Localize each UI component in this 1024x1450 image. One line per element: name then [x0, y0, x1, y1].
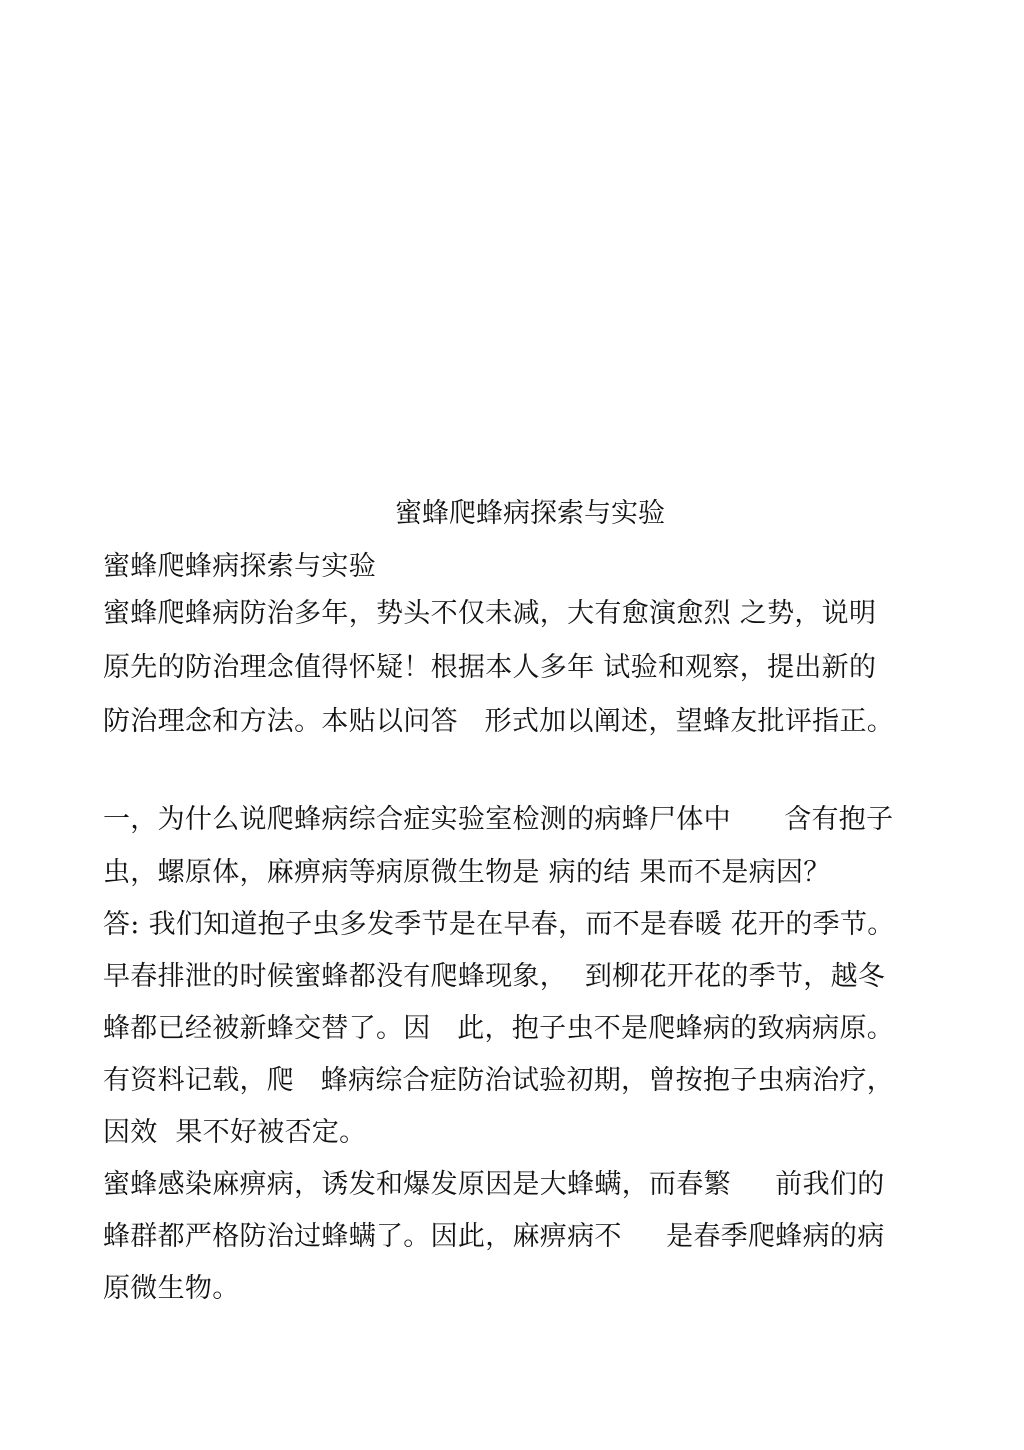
paragraph-gap — [103, 749, 933, 793]
answer-line-1: 答: 我们知道抱子虫多发季节是在早春，而不是春暖 花开的季节。 — [103, 909, 895, 940]
intro-line-1: 蜜蜂爬蜂病防治多年，势头不仅未减，大有愈演愈烈 之势，说明 — [103, 598, 877, 629]
answer-line-7: 蜂群都严格防治过蜂螨了。因此，麻痹病不 是春季爬蜂病的病 — [103, 1221, 885, 1252]
answer-line-2: 早春排泄的时候蜜蜂都没有爬蜂现象， 到柳花开花的季节，越冬 — [103, 961, 886, 992]
answer-line-6: 蜜蜂感染麻痹病，诱发和爆发原因是大蜂螨，而春繁 前我们的 — [103, 1169, 885, 1200]
document-title: 蜜蜂爬蜂病探索与实验 — [395, 498, 665, 529]
question-line-2: 虫，螺原体，麻痹病等病原微生物是 病的结 果而不是病因？ — [103, 857, 831, 888]
intro-line-2: 原先的防治理念值得怀疑！根据本人多年 试验和观察，提出新的 — [103, 652, 877, 683]
question-line-1: 一，为什么说爬蜂病综合症实验室检测的病蜂尸体中 含有抱子 — [103, 804, 894, 835]
answer-line-3: 蜂都已经被新蜂交替了。因 此，抱子虫不是爬蜂病的致病病原。 — [103, 1013, 895, 1044]
document-body — [103, 547, 933, 1315]
document-subtitle: 蜜蜂爬蜂病探索与实验 — [103, 551, 376, 582]
intro-line-3: 防治理念和方法。本贴以问答 形式加以阐述，望蜂友批评指正。 — [103, 706, 895, 737]
answer-line-8: 原微生物。 — [103, 1273, 240, 1304]
answer-line-5: 因效 果不好被否定。 — [103, 1117, 367, 1148]
answer-line-4: 有资料记载，爬 蜂病综合症防治试验初期，曾按抱子虫病治疗， — [103, 1065, 895, 1096]
